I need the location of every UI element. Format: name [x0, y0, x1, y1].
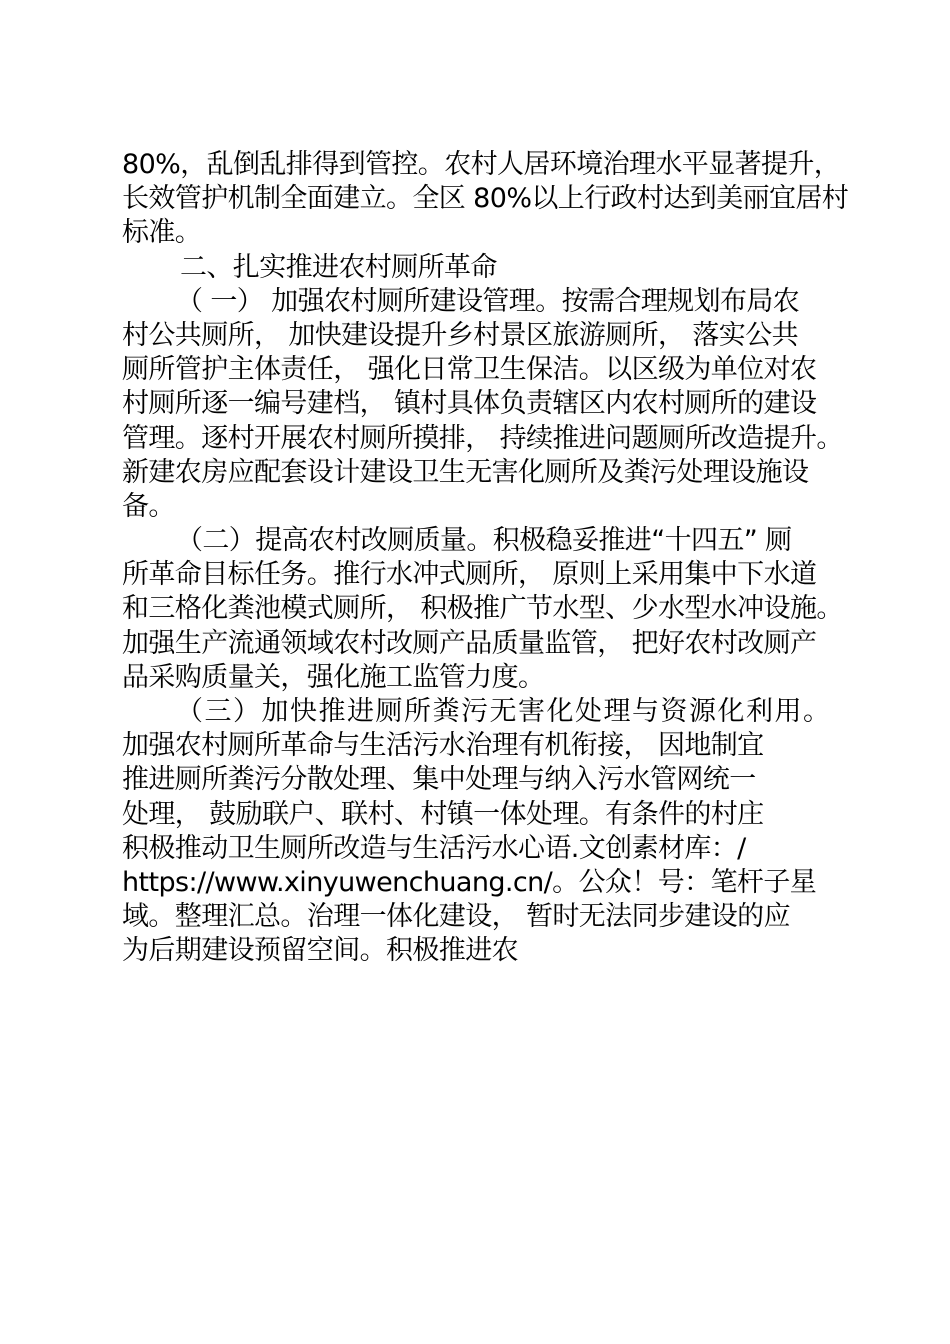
text-line: 处理， 鼓励联户、联村、村镇一体处理。有条件的村庄 [122, 798, 764, 830]
text-line: 所革命目标任务。推行水冲式厕所， 原则上采用集中下水道 [122, 559, 817, 591]
text-line: 厕所管护主体责任， 强化日常卫生保洁。以区级为单位对农 [122, 354, 817, 386]
text-line: 管理。逐村开展农村厕所摸排， 持续推进问题厕所改造提升。 [122, 422, 843, 454]
text-line: 品采购质量关，强化施工监管力度。 [122, 661, 545, 693]
text-line: 加强生产流通领域农村改厕产品质量监管， 把好农村改厕产 [122, 627, 817, 659]
text-line: 备。 [122, 490, 175, 522]
subsection-heading-line: （二）提高农村改厕质量。积极稳妥推进“十四五” 厕 [176, 525, 792, 557]
section-heading: 二、扎实推进农村厕所革命 [180, 251, 497, 283]
text-line: 积极推动卫生厕所改造与生活污水心语.文创素材库：/ [122, 832, 746, 864]
text-line: 标准。 [122, 217, 202, 249]
text-line: 域。整理汇总。治理一体化建设， 暂时无法同步建设的应 [122, 901, 790, 933]
document-body [122, 148, 850, 969]
text-line: 村公共厕所， 加快建设提升乡村景区旅游厕所， 落实公共 [122, 319, 798, 351]
subsection-heading-line: （ 一） 加强农村厕所建设管理。按需合理规划布局农 [176, 285, 800, 317]
text-line: 80%，乱倒乱排得到管控。农村人居环境治理水平显著提升， [122, 149, 841, 180]
text-line: https://www.xinyuwenchuang.cn/。公众！号：笔杆子星 [122, 866, 817, 898]
text-line: 为后期建设预留空间。积极推进农 [122, 935, 518, 967]
text-line: 新建农房应配套设计建设卫生无害化厕所及粪污处理设施设 [122, 456, 809, 488]
text-line: 加强农村厕所革命与生活污水治理有机衔接， 因地制宜 [122, 730, 764, 762]
subsection-heading-line: （三）加快推进厕所粪污无害化处理与资源化利用。 [176, 696, 832, 727]
text-line: 村厕所逐一编号建档， 镇村具体负责辖区内农村厕所的建设 [122, 388, 817, 420]
text-line: 长效管护机制全面建立。全区 80%以上行政村达到美丽宜居村 [122, 183, 849, 215]
text-line: 推进厕所粪污分散处理、集中处理与纳入污水管网统一 [122, 764, 756, 796]
text-line: 和三格化粪池模式厕所， 积极推广节水型、少水型水冲设施。 [122, 593, 843, 625]
